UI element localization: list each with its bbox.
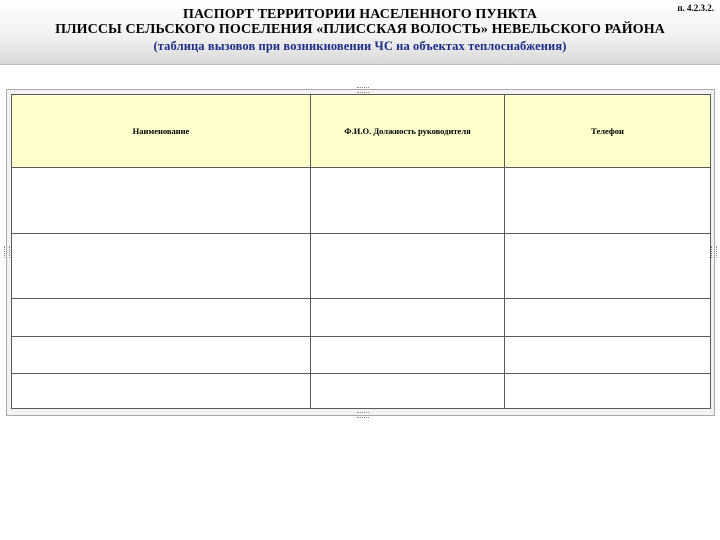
table-cell[interactable] [12, 234, 311, 299]
table-cell[interactable] [12, 337, 311, 374]
column-header-name: Наименование [12, 95, 311, 168]
table-row [12, 299, 711, 337]
subtitle: (таблица вызовов при возникновении ЧС на объектах теплоснабжения) [153, 39, 567, 53]
table-row [12, 234, 711, 299]
table-cell[interactable] [505, 337, 711, 374]
resize-handle-bottom[interactable] [357, 412, 369, 418]
page-reference: п. 4.2.3.2. [677, 3, 714, 13]
table-cell[interactable] [311, 337, 505, 374]
table-cell[interactable] [12, 374, 311, 409]
table-cell[interactable] [311, 374, 505, 409]
resize-handle-left[interactable] [4, 246, 10, 258]
table-cell[interactable] [505, 299, 711, 337]
title-line-1: ПАСПОРТ ТЕРРИТОРИИ НАСЕЛЕННОГО ПУНКТА [183, 7, 537, 22]
table-cell[interactable] [505, 234, 711, 299]
resize-handle-right[interactable] [711, 246, 717, 258]
slide-header [0, 0, 720, 65]
table-cell[interactable] [12, 299, 311, 337]
contacts-table [11, 94, 711, 409]
title-line-2: ПЛИССЫ СЕЛЬСКОГО ПОСЕЛЕНИЯ «ПЛИССКАЯ ВОЛОСТЬ» НЕВЕЛЬСКОГО РАЙОНА [55, 22, 665, 37]
column-header-phone: Телефон [505, 95, 711, 168]
table-cell[interactable] [505, 374, 711, 409]
table-cell[interactable] [12, 168, 311, 234]
table-row [12, 337, 711, 374]
table-cell[interactable] [311, 234, 505, 299]
table-header-row [12, 95, 711, 168]
table-cell[interactable] [311, 168, 505, 234]
table-cell[interactable] [505, 168, 711, 234]
table-cell[interactable] [311, 299, 505, 337]
table-row [12, 374, 711, 409]
table-row [12, 168, 711, 234]
resize-handle-top[interactable] [357, 87, 369, 93]
column-header-manager: Ф.И.О. Должность руководителя [311, 95, 505, 168]
table-frame[interactable] [6, 89, 715, 416]
